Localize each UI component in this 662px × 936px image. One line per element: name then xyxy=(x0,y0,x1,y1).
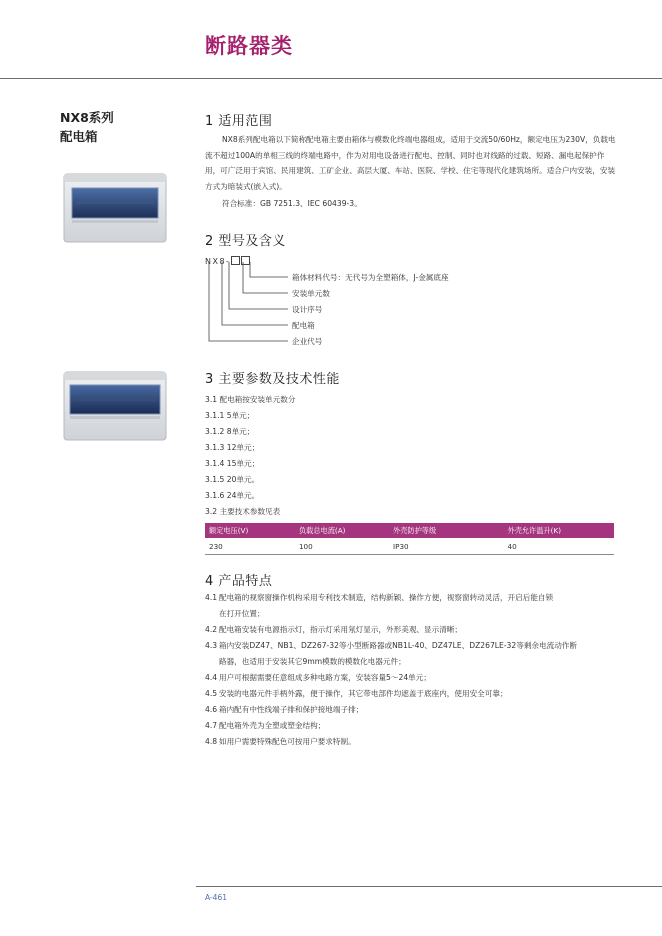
feature-number: 4.2 xyxy=(205,625,218,634)
feature-number: 4.4 xyxy=(205,673,218,682)
code-item-box: 配电箱 xyxy=(292,321,315,330)
feature-item xyxy=(205,638,625,670)
table-cell: 230 xyxy=(205,538,295,555)
feature-text: 配电箱的视察窗操作机构采用专利技术制造，结构新颖、操作方便，视察窗转动灵活，开启后能自锁 xyxy=(219,593,554,602)
table-cell: 40 xyxy=(504,538,614,555)
section-1-text: NX8系列配电箱以下简称配电箱主要由箱体与模数化终端电器组成，适用于交流50/60Hz，额定电压为230V，负载电流不超过100A的单相三线的终端电路中，作为对用电设备进行配电、控制、同时也对线路的过载、短路、漏电起保护作用，可广泛用于宾馆、民用建筑、工矿企业、高层大厦、车站、医院、学校、住宅等现代化建筑场所。适合户内安装，安装方式为暗装式(嵌入式)。 xyxy=(205,135,616,191)
feature-text: 箱内配有中性线端子排和保护接地端子排； xyxy=(219,705,364,714)
section-4-title: 4 产品特点 xyxy=(205,574,273,589)
feature-text-continued: 路器，也适用于安装其它9mm模数的模数化电器元件； xyxy=(219,657,406,666)
feature-item xyxy=(205,622,625,638)
product-series: NX8系列 xyxy=(60,110,114,125)
parameter-table xyxy=(205,523,614,555)
unit-item: 3.1.5 20单元。 xyxy=(205,475,260,484)
section-3-1-title: 3.1 配电箱按安装单元数分 xyxy=(205,395,296,404)
section-2-title: 2 型号及含义 xyxy=(205,234,286,249)
code-item-material: 箱体材料代号：无代号为全塑箱体，J-金属底座 xyxy=(292,273,449,282)
feature-text: 用户可根据需要任意组成多种电路方案，安装容量5～24单元； xyxy=(219,673,431,682)
category-title: 断路器类 xyxy=(205,34,293,58)
feature-number: 4.8 xyxy=(205,737,218,746)
model-code-prefix: NX8- xyxy=(205,257,231,266)
feature-number: 4.7 xyxy=(205,721,218,730)
feature-number: 4.3 xyxy=(205,641,218,650)
unit-item: 3.1.4 15单元； xyxy=(205,459,260,468)
feature-item xyxy=(205,702,625,718)
feature-item xyxy=(205,734,625,750)
header-divider xyxy=(0,78,662,79)
section-1-standard: 符合标准：GB 7251.3、IEC 60439-3。 xyxy=(222,199,362,208)
feature-text: 配电箱安装有电源指示灯，指示灯采用氖灯显示，外形美观、显示清晰； xyxy=(219,625,462,634)
feature-item xyxy=(205,718,625,734)
table-header-cell: 外壳防护等级 xyxy=(389,523,504,538)
page-number: A-461 xyxy=(205,893,227,902)
model-code-diagram-lines xyxy=(200,262,290,352)
feature-text: 箱内安装DZ47、NB1、DZ267-32等小型断路器或NB1L-40、DZ47LE、DZ267LE-32等剩余电流动作断 xyxy=(219,641,577,650)
feature-item xyxy=(205,590,625,622)
feature-number: 4.5 xyxy=(205,689,218,698)
table-header-row xyxy=(205,523,614,538)
feature-number: 4.6 xyxy=(205,705,218,714)
feature-text: 安装的电器元件手柄外露，便于操作，其它带电部件均遮盖于底座内，使用安全可靠； xyxy=(219,689,508,698)
feature-item xyxy=(205,686,625,702)
product-photo-small-box xyxy=(62,172,167,244)
section-1-standard-line xyxy=(205,196,617,212)
code-item-company: 企业代号 xyxy=(292,337,323,346)
unit-item: 3.1.3 12单元； xyxy=(205,443,260,452)
feature-number: 4.1 xyxy=(205,593,218,602)
feature-text: 如用户需要特殊配色可按用户要求特制。 xyxy=(219,737,356,746)
product-name xyxy=(60,108,114,146)
table-header-cell: 外壳允许温升(K) xyxy=(504,523,614,538)
product-photo-large-box xyxy=(62,370,167,442)
product-type: 配电箱 xyxy=(60,129,98,144)
section-1-title: 1 适用范围 xyxy=(205,114,273,129)
code-item-design: 设计序号 xyxy=(292,305,323,314)
table-cell: 100 xyxy=(295,538,389,555)
unit-item: 3.1.2 8单元； xyxy=(205,427,255,436)
feature-text: 配电箱外壳为全塑或塑金结构； xyxy=(219,721,326,730)
table-header-cell: 额定电压(V) xyxy=(205,523,295,538)
section-3-2-title: 3.2 主要技术参数见表 xyxy=(205,507,281,516)
section-1-body xyxy=(205,132,617,194)
code-item-units: 安装单元数 xyxy=(292,289,330,298)
table-cell: IP30 xyxy=(389,538,504,555)
unit-item: 3.1.6 24单元。 xyxy=(205,491,260,500)
table-row xyxy=(205,538,614,555)
footer-divider xyxy=(196,886,662,887)
table-header-cell: 负载总电流(A) xyxy=(295,523,389,538)
section-3-title: 3 主要参数及技术性能 xyxy=(205,372,340,387)
feature-text-continued: 在打开位置； xyxy=(219,609,265,618)
feature-item xyxy=(205,670,625,686)
unit-item: 3.1.1 5单元； xyxy=(205,411,255,420)
